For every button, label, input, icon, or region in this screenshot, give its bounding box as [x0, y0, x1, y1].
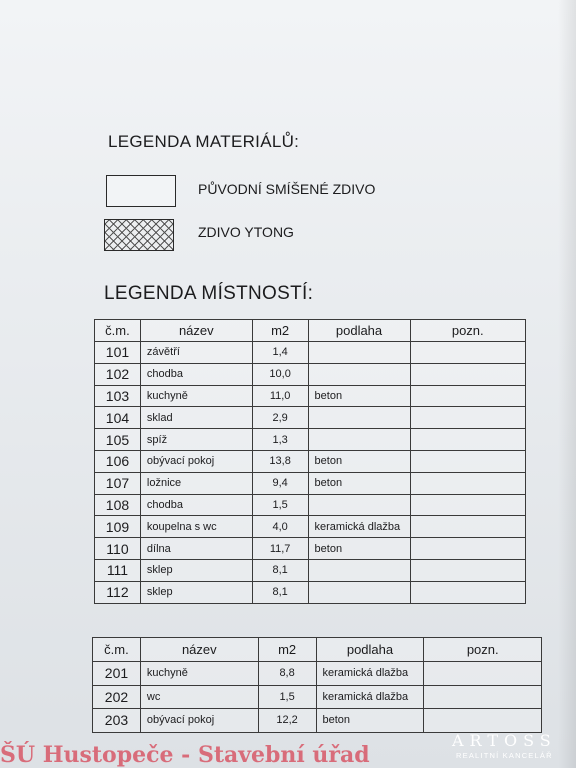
agency-logo: [452, 731, 557, 760]
room-name-cell: závětří: [140, 342, 252, 364]
room-number-cell: 112: [95, 581, 141, 603]
header-area: m2: [252, 320, 308, 342]
rooms-legend-title: LEGENDA MÍSTNOSTÍ:: [104, 283, 314, 304]
header-floor: podlaha: [308, 320, 410, 342]
note-cell: [410, 429, 526, 451]
table-row: [95, 494, 526, 516]
room-number-cell: 101: [95, 342, 141, 364]
floor-cell: [308, 342, 410, 364]
room-name-cell: koupelna s wc: [140, 516, 252, 538]
floor-cell: [308, 363, 410, 385]
table-row: [95, 429, 526, 451]
floor-cell: [308, 407, 410, 429]
note-cell: [410, 516, 526, 538]
note-cell: [424, 685, 542, 709]
floor-cell: beton: [308, 450, 410, 472]
room-name-cell: kuchyně: [140, 662, 258, 686]
floor-cell: keramická dlažba: [316, 685, 424, 709]
room-number-cell: 107: [95, 472, 141, 494]
room-name-cell: ložnice: [140, 472, 252, 494]
note-cell: [410, 342, 526, 364]
header-room-name: název: [140, 638, 258, 662]
note-cell: [410, 407, 526, 429]
note-cell: [424, 709, 542, 733]
room-number-cell: 102: [95, 363, 141, 385]
floor-cell: keramická dlažba: [316, 662, 424, 686]
header-area: m2: [258, 638, 316, 662]
note-cell: [410, 538, 526, 560]
room-number-cell: 109: [95, 516, 141, 538]
table-row: [93, 709, 542, 733]
floor-cell: [308, 581, 410, 603]
floor-cell: keramická dlažba: [308, 516, 410, 538]
room-name-cell: chodba: [140, 494, 252, 516]
floor-cell: [308, 429, 410, 451]
page-edge-shadow: [558, 0, 576, 768]
room-number-cell: 105: [95, 429, 141, 451]
office-stamp-text: ŠÚ Hustopeče - Stavební úřad: [0, 742, 370, 768]
area-cell: 1,4: [252, 342, 308, 364]
table-row: [93, 685, 542, 709]
table-row: [95, 450, 526, 472]
room-number-cell: 111: [95, 559, 141, 581]
area-cell: 9,4: [252, 472, 308, 494]
table-row: [95, 516, 526, 538]
room-number-cell: 110: [95, 538, 141, 560]
note-cell: [410, 450, 526, 472]
table-row: [95, 538, 526, 560]
room-number-cell: 104: [95, 407, 141, 429]
legend-swatch-blank: [106, 175, 176, 207]
table-row: [95, 472, 526, 494]
room-number-cell: 202: [93, 685, 141, 709]
table-row: [95, 385, 526, 407]
floor-cell: beton: [308, 472, 410, 494]
area-cell: 8,1: [252, 559, 308, 581]
header-note: pozn.: [424, 638, 542, 662]
area-cell: 1,3: [252, 429, 308, 451]
floor-cell: [308, 559, 410, 581]
materials-legend-title: LEGENDA MATERIÁLŮ:: [108, 132, 300, 151]
table-header-row: [95, 320, 526, 342]
floor-cell: beton: [308, 538, 410, 560]
area-cell: 1,5: [252, 494, 308, 516]
table-row: [95, 581, 526, 603]
area-cell: 8,1: [252, 581, 308, 603]
room-name-cell: dílna: [140, 538, 252, 560]
room-name-cell: obývací pokoj: [140, 709, 258, 733]
note-cell: [410, 363, 526, 385]
legend-label-original-masonry: PŮVODNÍ SMÍŠENÉ ZDIVO: [198, 181, 376, 197]
area-cell: 12,2: [258, 709, 316, 733]
area-cell: 4,0: [252, 516, 308, 538]
rooms-table-first-floor: [92, 637, 542, 733]
header-floor: podlaha: [316, 638, 424, 662]
floor-cell: [308, 494, 410, 516]
room-number-cell: 108: [95, 494, 141, 516]
room-name-cell: sklad: [140, 407, 252, 429]
table-header-row: [93, 638, 542, 662]
area-cell: 11,0: [252, 385, 308, 407]
room-name-cell: chodba: [140, 363, 252, 385]
header-room-name: název: [140, 320, 252, 342]
note-cell: [410, 385, 526, 407]
table-row: [95, 363, 526, 385]
floor-cell: beton: [308, 385, 410, 407]
area-cell: 2,9: [252, 407, 308, 429]
header-room-number: č.m.: [95, 320, 141, 342]
note-cell: [424, 662, 542, 686]
note-cell: [410, 472, 526, 494]
room-number-cell: 201: [93, 662, 141, 686]
table-row: [95, 342, 526, 364]
area-cell: 1,5: [258, 685, 316, 709]
floor-cell: beton: [316, 709, 424, 733]
table-row: [95, 407, 526, 429]
room-name-cell: kuchyně: [140, 385, 252, 407]
room-name-cell: wc: [140, 685, 258, 709]
legend-label-ytong: ZDIVO YTONG: [198, 224, 294, 240]
room-name-cell: spíž: [140, 429, 252, 451]
rooms-table-ground-floor: [94, 319, 526, 604]
logo-tagline: REALITNÍ KANCELÁŘ: [456, 751, 553, 760]
room-name-cell: obývací pokoj: [140, 450, 252, 472]
area-cell: 10,0: [252, 363, 308, 385]
note-cell: [410, 559, 526, 581]
note-cell: [410, 581, 526, 603]
area-cell: 11,7: [252, 538, 308, 560]
note-cell: [410, 494, 526, 516]
table-row: [93, 662, 542, 686]
area-cell: 13,8: [252, 450, 308, 472]
room-number-cell: 103: [95, 385, 141, 407]
logo-wordmark: ARTOSS: [452, 731, 557, 750]
room-name-cell: sklep: [140, 581, 252, 603]
room-name-cell: sklep: [140, 559, 252, 581]
header-note: pozn.: [410, 320, 526, 342]
room-number-cell: 203: [93, 709, 141, 733]
legend-swatch-crosshatch: [104, 219, 174, 251]
table-row: [95, 559, 526, 581]
header-room-number: č.m.: [93, 638, 141, 662]
room-number-cell: 106: [95, 450, 141, 472]
area-cell: 8,8: [258, 662, 316, 686]
